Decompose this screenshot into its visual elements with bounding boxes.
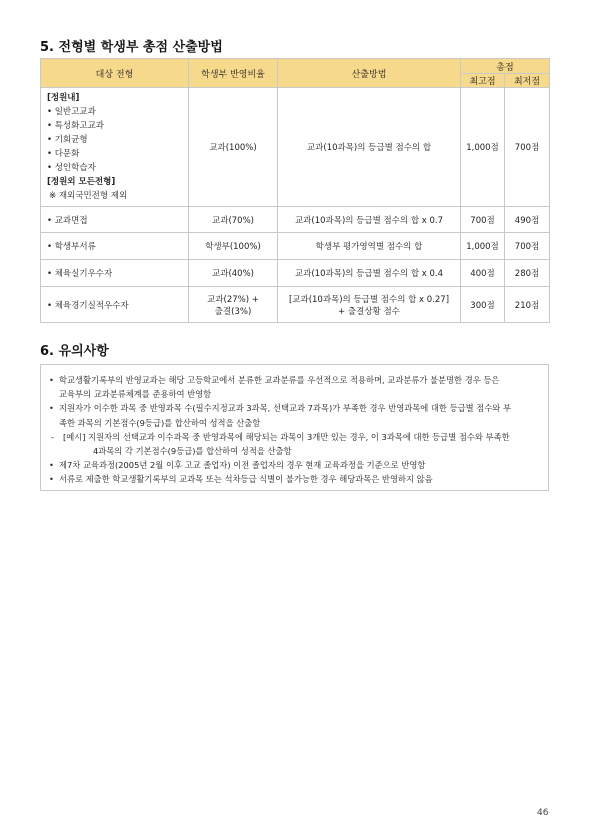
row4-ratio: 교과(40%) bbox=[189, 260, 278, 287]
note1-line1: • 학교생활기록부의 반영교과는 해당 고등학교에서 분류한 교과분류를 우선적으로 적용하며, 교과분류가 불분명한 경우 등은 bbox=[59, 375, 500, 385]
header-method: 산출방법 bbox=[278, 59, 461, 88]
group1-label: [정원내] bbox=[47, 93, 80, 103]
table-row bbox=[41, 207, 550, 233]
table-row bbox=[41, 233, 550, 260]
row5-ratio-line2: 출결(3%) bbox=[214, 306, 252, 317]
row5-method-line2: + 출결상황 점수 bbox=[338, 306, 400, 317]
row2-method: 교과(10과목)의 등급별 점수의 합 x 0.7 bbox=[278, 207, 461, 233]
row1-method: 교과(10과목)의 등급별 점수의 합 bbox=[278, 88, 461, 207]
note2-sub-line2: 4과목의 각 기본점수(9등급)를 합산하여 성적을 산출함 bbox=[93, 446, 292, 457]
row5-ratio-line1: 교과(27%) + bbox=[207, 294, 259, 305]
note3: • 제7차 교육과정(2005년 2월 이후 고교 졸업자) 이전 졸업자의 경우 현재 교육과정을 기준으로 반영함 bbox=[59, 460, 426, 471]
header-ratio: 학생부 반영비율 bbox=[189, 59, 278, 88]
header-target: 대상 전형 bbox=[41, 59, 189, 88]
row3-method: 학생부 평가영역별 점수의 합 bbox=[278, 233, 461, 260]
note-item bbox=[49, 458, 540, 472]
notes-box bbox=[40, 364, 549, 491]
group1-item: • 일반고교과 bbox=[47, 105, 188, 119]
note-item bbox=[49, 373, 540, 401]
table-row bbox=[41, 88, 550, 207]
header-min: 최저점 bbox=[505, 74, 550, 88]
table-row bbox=[41, 287, 550, 323]
row5-method-line1: [교과(10과목)의 등급별 점수의 합 x 0.27] bbox=[288, 294, 450, 305]
group1-item: • 기회균형 bbox=[47, 133, 188, 147]
note2-line1: • 지원자가 이수한 과목 중 반영과목 수(필수지정교과 3과목, 선택교과 7과목)가 부족한 경우 반영과목에 대한 등급별 점수와 부 bbox=[59, 403, 511, 414]
row3-min: 700점 bbox=[505, 233, 550, 260]
group1-item: • 다문화 bbox=[47, 147, 188, 161]
row4-min: 280점 bbox=[505, 260, 550, 287]
section-5-title: 5. 전형별 학생부 총점 산출방법 bbox=[40, 40, 223, 55]
row5-min: 210점 bbox=[505, 287, 550, 323]
row1-min: 700점 bbox=[505, 88, 550, 207]
row3-target: • 학생부서류 bbox=[41, 233, 189, 260]
group1-item: • 성인학습자 bbox=[47, 161, 188, 175]
note2-sub-line1: - [예시] 지원자의 선택교과 이수과목 중 반영과목에 해당되는 과목이 3개만 있는 경우, 이 3과목에 대한 등급별 점수와 부족한 bbox=[63, 431, 510, 442]
group1-item: • 특성화고교과 bbox=[47, 119, 188, 133]
note1-line2: 교육부의 교과분류체계를 준용하여 반영함 bbox=[59, 389, 212, 400]
note2-line2: 족한 과목의 기본점수(9등급)를 합산하여 성적을 산출함 bbox=[59, 417, 261, 428]
row2-max: 700점 bbox=[461, 207, 505, 233]
row5-max: 300점 bbox=[461, 287, 505, 323]
row2-ratio: 교과(70%) bbox=[189, 207, 278, 233]
section-6-title: 6. 유의사항 bbox=[40, 344, 109, 359]
header-total: 총점 bbox=[461, 59, 550, 74]
row1-target bbox=[41, 88, 189, 207]
row5-target: • 체육경기실적우수자 bbox=[41, 287, 189, 323]
exclusion-note: ※ 재외국민전형 제외 bbox=[47, 189, 188, 203]
row3-max: 1,000점 bbox=[461, 233, 505, 260]
row1-ratio: 교과(100%) bbox=[189, 88, 278, 207]
row5-ratio bbox=[189, 287, 278, 323]
header-max: 최고점 bbox=[461, 74, 505, 88]
row1-max: 1,000점 bbox=[461, 88, 505, 207]
note-item bbox=[49, 472, 540, 486]
table-row bbox=[41, 260, 550, 287]
page-number: 46 bbox=[537, 808, 549, 818]
row5-method bbox=[278, 287, 461, 323]
note-sub-item bbox=[49, 430, 540, 458]
note-item bbox=[49, 401, 540, 429]
row3-ratio: 학생부(100%) bbox=[189, 233, 278, 260]
row4-method: 교과(10과목)의 등급별 점수의 합 x 0.4 bbox=[278, 260, 461, 287]
score-table bbox=[40, 58, 550, 323]
note4: • 서류로 제출한 학교생활기록부의 교과목 또는 석차등급 식별이 불가능한 경우 해당과목은 반영하지 않음 bbox=[59, 474, 433, 485]
row4-max: 400점 bbox=[461, 260, 505, 287]
group2-label: [정원외 모든전형] bbox=[47, 177, 116, 187]
row4-target: • 체육실기우수자 bbox=[41, 260, 189, 287]
row2-min: 490점 bbox=[505, 207, 550, 233]
row2-target: • 교과면접 bbox=[41, 207, 189, 233]
